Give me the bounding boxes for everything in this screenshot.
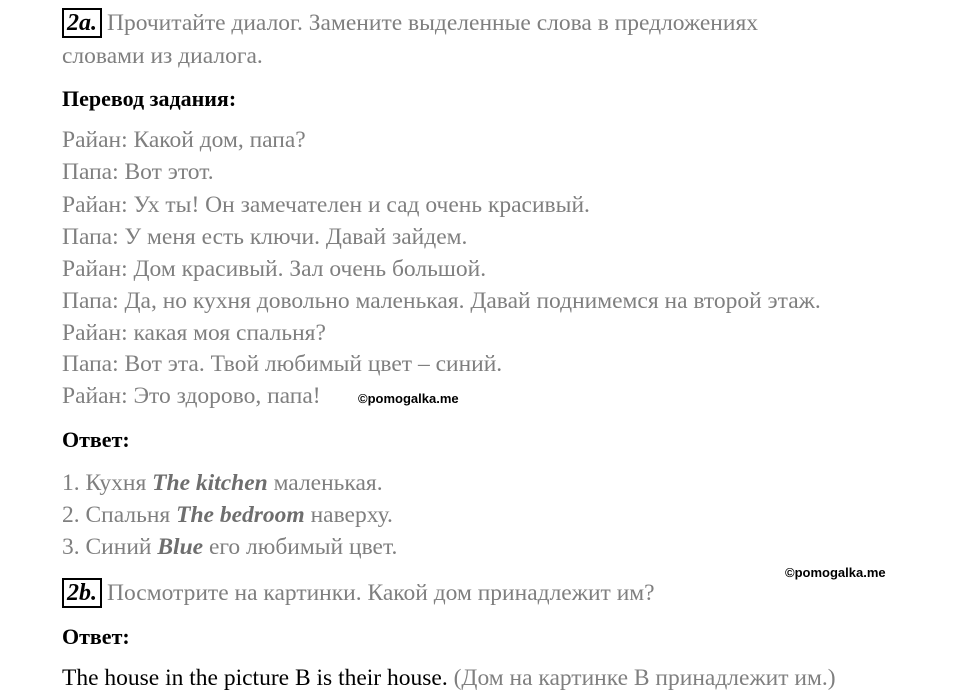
answer-suffix: наверху. — [304, 502, 393, 528]
dialogue-line: Райан: Ух ты! Он замечателен и сад очень красивый. — [62, 192, 590, 218]
dialogue-line: Райан: Это здорово, папа! — [62, 383, 321, 409]
dialogue-line: Райан: Какой дом, папа? — [62, 127, 306, 153]
answer-word: Blue — [157, 534, 204, 560]
task-2a-instruction-1: Прочитайте диалог. Замените выделенные слова в предложениях — [107, 10, 759, 36]
final-answer-russian: (Дом на картинке В принадлежит им.) — [447, 665, 836, 691]
answer-item — [62, 533, 397, 561]
task-2a-line1 — [62, 8, 758, 38]
dialogue-line: Папа: У меня есть ключи. Давай зайдем. — [62, 224, 468, 250]
answer-prefix: 2. Спальня — [62, 502, 177, 528]
task-2b-number: 2b. — [62, 578, 102, 608]
watermark: ©pomogalka.me — [358, 391, 459, 406]
answer-prefix: 3. Синий — [62, 534, 158, 560]
task-2b-line — [62, 578, 655, 608]
answer-word: The bedroom — [176, 502, 305, 528]
dialogue-line: Райан: какая моя спальня? — [62, 320, 326, 346]
answer-heading: Ответ: — [62, 427, 130, 452]
answer-prefix: 1. Кухня — [62, 470, 153, 496]
dialogue-line: Папа: Вот эта. Твой любимый цвет – синий. — [62, 351, 503, 377]
answer-heading-2: Ответ: — [62, 624, 130, 649]
translation-heading: Перевод задания: — [62, 86, 237, 111]
watermark: ©pomogalka.me — [785, 565, 886, 580]
dialogue-line: Райан: Дом красивый. Зал очень большой. — [62, 256, 487, 282]
answer-word: The kitchen — [152, 470, 268, 496]
task-2b-instruction: Посмотрите на картинки. Какой дом принадлежит им? — [107, 580, 655, 606]
task-2a-number: 2a. — [62, 8, 102, 38]
final-answer — [62, 664, 836, 692]
dialogue-line: Папа: Да, но кухня довольно маленькая. Давай поднимемся на второй этаж. — [62, 288, 821, 314]
dialogue-line: Папа: Вот этот. — [62, 159, 214, 185]
answer-item — [62, 469, 383, 497]
final-answer-english: The house in the picture B is their house. — [62, 665, 448, 691]
answer-suffix: его любимый цвет. — [203, 534, 398, 560]
answer-item — [62, 501, 393, 529]
task-2a-line2: словами из диалога. — [62, 43, 263, 69]
answer-suffix: маленькая. — [267, 470, 383, 496]
